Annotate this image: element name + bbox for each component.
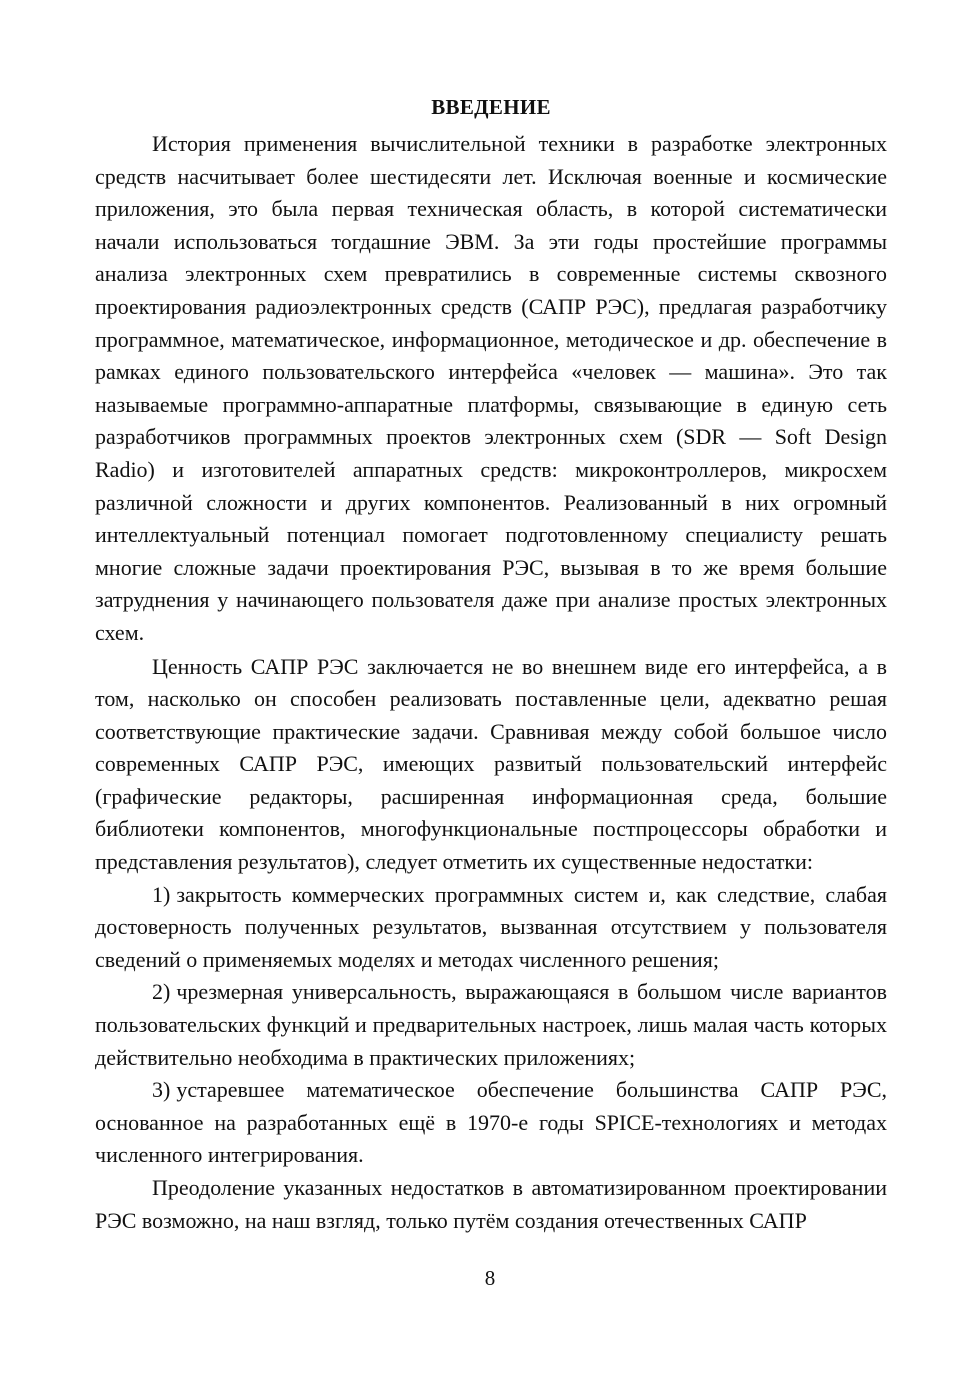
section-title: ВВЕДЕНИЕ	[431, 95, 551, 119]
list-item-text: закрытость коммерческих программных систем и, как следствие, слабая достоверность полученных результатов, вызванная отсутствием у пользователя сведений о применяемых моделях и методах численного решения;	[95, 881, 887, 972]
list-item-text: устаревшее математическое обеспечение большинства САПР РЭС, основанное на разработанных ещё в 1970-е годы SPICE-технологиях и методах численного интегрирования.	[95, 1077, 887, 1168]
paragraph-closing: Преодоление указанных недостатков в автоматизированном проектировании РЭС возможно, на наш взгляд, только путём создания отечественных САПР	[95, 1175, 887, 1233]
paragraph-value: Ценность САПР РЭС заключается не во внешнем виде его интерфейса, а в том, насколько он способен реализовать поставленные цели, адекватно решая соответствующие практические задачи. Сравнивая между собой большое число современных САПР РЭС, имеющих развитый пользовательский интерфейс (графические редакторы, расширенная информационная среда, большие библиотеки компонентов, многофункциональные постпроцессоры обработки и представления результатов), следует отметить их существенные недостатки:	[95, 653, 887, 875]
page-number: 8	[484, 1266, 496, 1290]
list-item-text: чрезмерная универсальность, выражающаяся в большом числе вариантов пользовательских функций и предварительных настроек, лишь малая часть которых действительно необходима в практических приложениях;	[95, 979, 887, 1070]
list-item-number: 2)	[152, 979, 171, 1005]
list-item-number: 1)	[152, 881, 171, 907]
paragraph-history: История применения вычислительной техники в разработке электронных средств насчитывает более шестидесяти лет. Исключая военные и космические приложения, это была первая техническая область, в которой систематически начали использоваться тогдашние ЭВМ. За эти годы простейшие программы анализа электронных схем превратились в современные системы сквозного проектирования радиоэлектронных средств (САПР РЭС), предлагая разработчику программное, математическое, информационное, методическое и др. обеспечение в рамках единого пользовательского интерфейса «человек — машина». Это так называемые программно-аппаратные платформы, связывающие в единую сеть разработчиков программных проектов электронных схем (SDR — Soft Design Radio) и изготовителей аппаратных средств: микроконтроллеров, микросхем различной сложности и других компонентов. Реализованный в них огромный интеллектуальный потенциал помогает подготовленному специалисту решать многие сложные задачи проектирования РЭС, вызывая в то же время большие затруднения у начинающего пользователя даже при анализе простых электронных схем.	[95, 131, 887, 645]
shortcomings-list	[95, 879, 887, 1172]
list-item	[95, 879, 887, 977]
list-item	[95, 1074, 887, 1172]
document-page	[95, 92, 887, 1237]
list-item	[95, 976, 887, 1074]
list-item-number: 3)	[152, 1077, 171, 1103]
